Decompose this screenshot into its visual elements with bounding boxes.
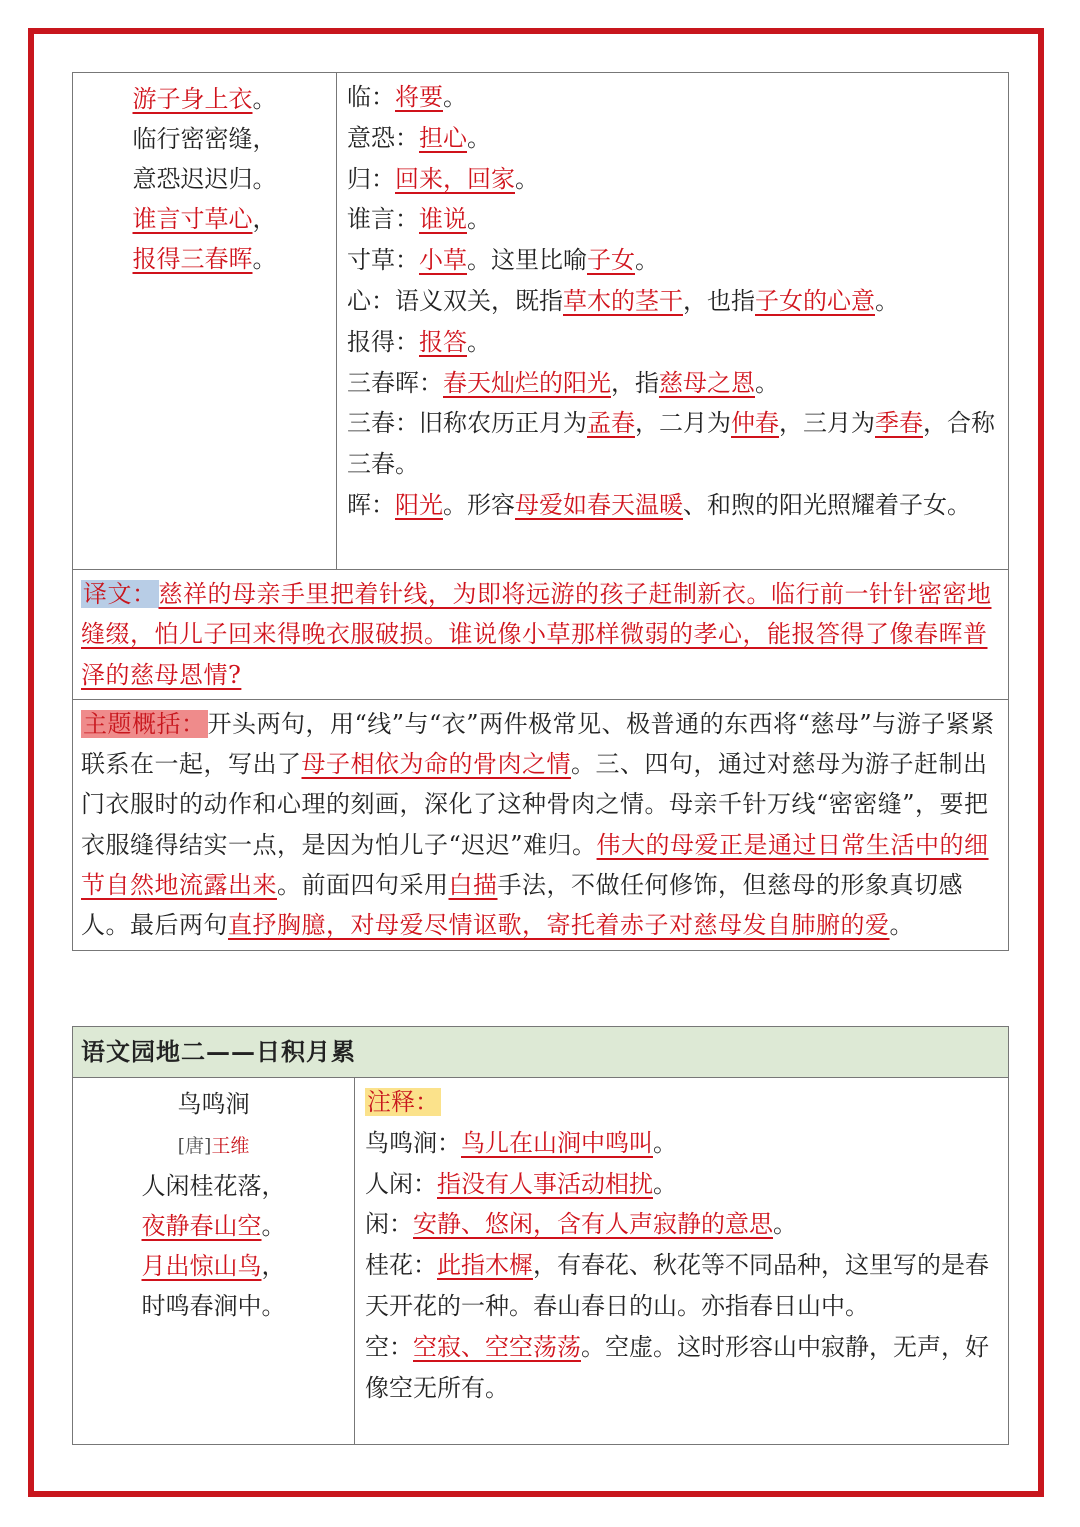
note-line: 报得：报答。 [347,327,491,356]
theme-label: 主题概括： [83,709,206,738]
note-line: 鸟鸣涧：鸟儿在山涧中鸣叫。 [365,1128,677,1157]
poem-line: 临行密密缝， [132,125,277,153]
note-line: 三春：旧称农历正月为孟春，二月为仲春，三月为季春，合称三春。 [347,409,995,479]
poem-line: 人闲桂花落， [141,1172,286,1200]
translation-text: 慈祥的母亲手里把着针线，为即将远游的孩子赶制新衣。临行前一针针密密地缝缀，怕儿子回来得晚衣服破损。谁说像小草那样微弱的孝心，能报答得了像春晖普泽的慈母恩情? [81,580,992,689]
poem-title: 鸟鸣涧 [177,1090,250,1118]
note-line: 闲：安静、悠闲，含有人声寂静的意思。 [365,1210,797,1239]
notes-cell-2 [355,1078,1009,1445]
poem-line: 谁言寸草心， [132,205,277,233]
translation-cell [73,570,1009,700]
note-line: 三春晖：春天灿烂的阳光，指慈母之恩。 [347,368,779,397]
note-line: 归：回来，回家。 [347,164,539,193]
poem-line: 月出惊山鸟， [141,1252,286,1280]
poem-line: 报得三春晖。 [132,245,277,273]
poem-line: 时鸣春涧中。 [141,1292,286,1320]
note-line: 晖：阳光。形容母爱如春天温暖、和煦的阳光照耀着子女。 [347,490,971,519]
theme-cell: 主题概括：开头两句，用“线”与“衣”两件极常见、极普通的东西将“慈母”与游子紧紧联系在一起，写出了母子相依为命的骨肉之情。三、四句，通过对慈母为游子赶制出门衣服时的动作和心理的刻画，深化了这种骨肉之情。母亲千针万线“密密缝”，要把衣服缝得结实一点，是因为怕儿子“迟迟”难归。伟大的母爱正是通过日常生活中的细节自然地流露出来。前面四句采用白描手法，不做任何修饰，但慈母的形象真切感人。最后两句直抒胸臆，对母爱尽情讴歌，寄托着赤子对慈母发自肺腑的爱。 [73,699,1009,950]
note-line: 空：空寂、空空荡荡。空虚。这时形容山中寂静，无声，好像空无所有。 [365,1332,989,1402]
note-line: 临：将要。 [347,83,467,111]
poem-table-1 [72,72,1009,951]
note-line: 人闲：指没有人事活动相扰。 [365,1169,677,1198]
notes-label: 注释： [367,1088,439,1116]
note-line: 意恐：担心。 [347,123,491,152]
poem-text-cell [73,73,337,570]
section-heading: 语文园地二——日积月累 [73,1027,1009,1078]
translation-label: 译文： [83,580,157,608]
poem-line: 意恐迟迟归。 [132,165,277,193]
note-line: 寸草：小草。这里比喻子女。 [347,246,659,275]
notes-label-line [365,1082,998,1123]
note-line: 谁言：谁说。 [347,205,491,234]
note-line: 心：语义双关，既指草木的茎干，也指子女的心意。 [347,286,899,315]
poem-line: 游子身上衣。 [132,85,277,113]
poem-table-2 [72,1026,1009,1445]
note-line: 桂花：此指木樨，有春花、秋花等不同品种，这里写的是春天开花的一种。春山春日的山。亦指春日山中。 [365,1251,989,1320]
poem-text-cell-2 [73,1078,355,1445]
poem-author: [唐]王维 [177,1135,250,1157]
poem-line: 夜静春山空。 [141,1212,286,1240]
notes-cell [337,73,1009,570]
